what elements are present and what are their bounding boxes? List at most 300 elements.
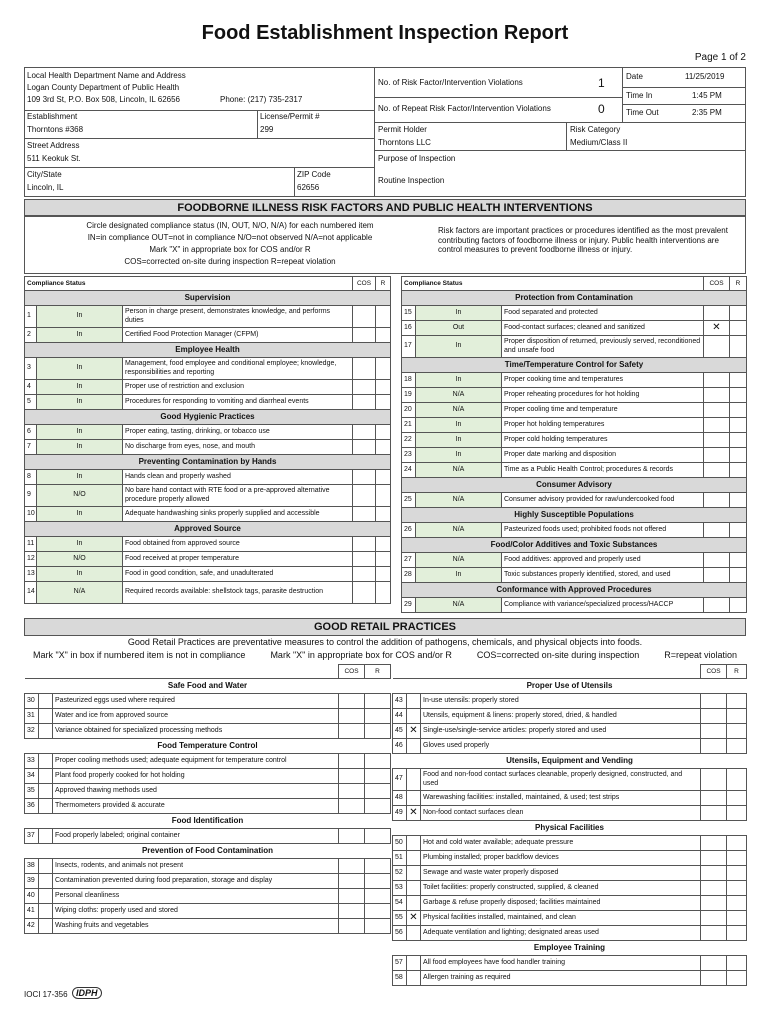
repeat-checkbox[interactable] <box>376 552 391 567</box>
item-number: 42 <box>25 919 39 934</box>
violation-checkbox[interactable] <box>39 829 53 844</box>
cos-checkbox[interactable] <box>353 507 376 522</box>
item-description: Pasteurized foods used; prohibited foods not offered <box>502 523 704 538</box>
table-row <box>25 859 391 874</box>
cos-checkbox[interactable] <box>701 926 727 941</box>
compliance-status[interactable]: In <box>416 433 502 448</box>
repeat-checkbox[interactable] <box>730 598 747 613</box>
repeat-checkbox[interactable] <box>365 754 391 769</box>
compliance-status[interactable]: In <box>37 537 123 552</box>
item-description: Washing fruits and vegetables <box>53 919 339 934</box>
table-row <box>402 433 747 448</box>
repeat-checkbox[interactable] <box>727 956 747 971</box>
establishment-value[interactable]: Thorntons #368 <box>27 125 84 134</box>
item-number: 33 <box>25 754 39 769</box>
cos-checkbox[interactable] <box>339 709 365 724</box>
item-description: Thermometers provided & accurate <box>53 799 339 814</box>
cos-checkbox[interactable] <box>353 328 376 343</box>
repeat-checkbox[interactable] <box>727 911 747 926</box>
item-description: Warewashing facilities: installed, maintained, & used; test strips <box>421 791 701 806</box>
item-description: Proper disposition of returned, previously served, reconditioned and unsafe food <box>502 336 704 358</box>
cos-checkbox[interactable] <box>339 784 365 799</box>
section-heading: Safe Food and Water <box>25 679 391 694</box>
violation-checkbox[interactable] <box>39 859 53 874</box>
item-description: Certified Food Protection Manager (CFPM) <box>123 328 353 343</box>
retail-intro-2: Mark "X" in box if numbered item is not in compliance Mark "X" in appropriate box for COS and/or R COS=corrected on-site during inspection R=repeat violation <box>32 650 738 660</box>
repeat-checkbox[interactable] <box>727 851 747 866</box>
purpose-value[interactable]: Routine Inspection <box>378 176 445 185</box>
permit-holder-value[interactable]: Thorntons LLC <box>378 138 431 147</box>
item-description: Plumbing installed; proper backflow devices <box>421 851 701 866</box>
cos-checkbox[interactable] <box>339 889 365 904</box>
cos-checkbox[interactable] <box>701 851 727 866</box>
cos-checkbox[interactable] <box>701 724 727 739</box>
item-number: 36 <box>25 799 39 814</box>
repeat-checkbox[interactable] <box>730 448 747 463</box>
item-number: 46 <box>393 739 407 754</box>
violation-checkbox[interactable] <box>39 784 53 799</box>
repeat-checkbox[interactable] <box>376 440 391 455</box>
table-row <box>393 911 747 926</box>
repeat-checkbox[interactable] <box>376 358 391 380</box>
table-row <box>25 694 391 709</box>
violation-checkbox[interactable] <box>407 956 421 971</box>
section-heading: Physical Facilities <box>393 821 747 836</box>
cos-checkbox[interactable] <box>353 306 376 328</box>
date-label: Date <box>626 72 643 81</box>
item-number: 52 <box>393 866 407 881</box>
section-heading: Highly Susceptible Populations <box>402 508 747 523</box>
cos-checkbox[interactable] <box>353 470 376 485</box>
item-description: Allergen training as required <box>421 971 701 986</box>
repeat-checkbox[interactable] <box>730 418 747 433</box>
item-description: Adequate ventilation and lighting; designated areas used <box>421 926 701 941</box>
item-description: Hot and cold water available; adequate pressure <box>421 836 701 851</box>
violation-checkbox[interactable] <box>39 754 53 769</box>
cos-checkbox[interactable] <box>704 433 730 448</box>
item-number: 22 <box>402 433 416 448</box>
repeat-checkbox[interactable] <box>730 553 747 568</box>
repeat-checkbox[interactable] <box>376 582 391 604</box>
item-number: 20 <box>402 403 416 418</box>
cos-checkbox[interactable] <box>339 904 365 919</box>
retail-table-left <box>24 664 391 934</box>
cos-checkbox[interactable] <box>701 956 727 971</box>
table-row <box>393 836 747 851</box>
section-heading: Food Identification <box>25 814 391 829</box>
item-description: Food additives: approved and properly used <box>502 553 704 568</box>
foodborne-table-left <box>24 276 391 604</box>
compliance-status[interactable]: In <box>37 328 123 343</box>
item-number: 28 <box>402 568 416 583</box>
repeat-checkbox[interactable] <box>727 836 747 851</box>
compliance-status[interactable]: In <box>37 470 123 485</box>
risk-violations-value[interactable]: 1 <box>598 76 605 90</box>
cos-checkbox[interactable] <box>353 567 376 582</box>
lhd-name: Logan County Department of Public Health <box>27 83 180 92</box>
item-description: No discharge from eyes, nose, and mouth <box>123 440 353 455</box>
cos-checkbox[interactable] <box>339 724 365 739</box>
item-description: Variance obtained for specialized processing methods <box>53 724 339 739</box>
compliance-status[interactable]: N/A <box>416 403 502 418</box>
table-row <box>402 448 747 463</box>
compliance-status[interactable]: Out <box>416 321 502 336</box>
repeat-checkbox[interactable] <box>727 896 747 911</box>
cos-checkbox[interactable] <box>353 425 376 440</box>
repeat-checkbox[interactable] <box>365 829 391 844</box>
cos-checkbox[interactable] <box>339 769 365 784</box>
repeat-checkbox[interactable] <box>376 328 391 343</box>
repeat-checkbox[interactable] <box>376 485 391 507</box>
repeat-checkbox[interactable] <box>376 395 391 410</box>
repeat-checkbox[interactable] <box>727 709 747 724</box>
table-row <box>25 919 391 934</box>
repeat-checkbox[interactable] <box>376 425 391 440</box>
item-description: Physical facilities installed, maintained, and clean <box>421 911 701 926</box>
item-description: Garbage & refuse properly disposed; facilities maintained <box>421 896 701 911</box>
item-number: 5 <box>25 395 37 410</box>
cos-checkbox[interactable] <box>701 709 727 724</box>
repeat-checkbox[interactable] <box>365 694 391 709</box>
section-heading: Approved Source <box>25 522 391 537</box>
violation-checkbox[interactable] <box>407 694 421 709</box>
item-number: 7 <box>25 440 37 455</box>
zip-label: ZIP Code <box>297 170 331 179</box>
cos-checkbox[interactable] <box>701 806 727 821</box>
cos-checkbox[interactable] <box>704 403 730 418</box>
repeat-checkbox[interactable] <box>727 926 747 941</box>
violation-checkbox[interactable] <box>407 791 421 806</box>
table-row <box>25 874 391 889</box>
item-description: Food obtained from approved source <box>123 537 353 552</box>
repeat-checkbox[interactable] <box>730 523 747 538</box>
violation-checkbox[interactable] <box>39 919 53 934</box>
item-number: 54 <box>393 896 407 911</box>
street-label: Street Address <box>27 141 80 150</box>
cos-checkbox[interactable] <box>339 694 365 709</box>
city-value[interactable]: Lincoln, IL <box>27 183 64 192</box>
violation-checkbox[interactable] <box>407 971 421 986</box>
compliance-status[interactable]: In <box>416 336 502 358</box>
item-number: 14 <box>25 582 37 604</box>
repeat-checkbox[interactable] <box>730 493 747 508</box>
retail-col-cos-right: COS <box>701 665 727 679</box>
compliance-status[interactable]: In <box>37 358 123 380</box>
item-description: Contamination prevented during food preparation, storage and display <box>53 874 339 889</box>
risk-factors-note: Risk factors are important practices or procedures identified as the most prevalent contributing factors of foodborne illness or injury. Public health interventions are control measures to prevent foodborne illness or injury. <box>438 226 728 255</box>
cos-checkbox[interactable] <box>704 568 730 583</box>
cos-checkbox[interactable] <box>704 336 730 358</box>
item-description: Insects, rodents, and animals not present <box>53 859 339 874</box>
violation-checkbox[interactable] <box>407 926 421 941</box>
zip-value[interactable]: 62656 <box>297 183 320 192</box>
repeat-checkbox[interactable] <box>376 470 391 485</box>
repeat-checkbox[interactable] <box>730 373 747 388</box>
table-row <box>402 568 747 583</box>
compliance-status[interactable]: N/A <box>416 463 502 478</box>
item-description: Proper cooling time and temperature <box>502 403 704 418</box>
cos-checkbox[interactable] <box>701 769 727 791</box>
item-number: 11 <box>25 537 37 552</box>
table-row <box>393 866 747 881</box>
cos-checkbox[interactable] <box>704 306 730 321</box>
table-row <box>25 784 391 799</box>
repeat-checkbox[interactable] <box>730 463 747 478</box>
repeat-violations-label: No. of Repeat Risk Factor/Intervention Violations <box>378 104 551 113</box>
compliance-status[interactable]: N/A <box>416 553 502 568</box>
repeat-checkbox[interactable] <box>730 403 747 418</box>
table-row <box>25 567 391 582</box>
repeat-checkbox[interactable] <box>365 709 391 724</box>
license-value[interactable]: 299 <box>260 125 274 134</box>
repeat-checkbox[interactable] <box>727 971 747 986</box>
table-row <box>393 694 747 709</box>
item-description: Compliance with variance/specialized process/HACCP <box>502 598 704 613</box>
compliance-status[interactable]: In <box>37 306 123 328</box>
cos-checkbox[interactable] <box>701 896 727 911</box>
cos-checkbox[interactable] <box>353 582 376 604</box>
cos-checkbox[interactable] <box>353 395 376 410</box>
cos-checkbox[interactable] <box>339 799 365 814</box>
compliance-status[interactable]: N/A <box>416 388 502 403</box>
item-description: Proper cooking time and temperatures <box>502 373 704 388</box>
item-number: 53 <box>393 881 407 896</box>
cos-checkbox[interactable] <box>701 694 727 709</box>
item-number: 49 <box>393 806 407 821</box>
street-value[interactable]: 511 Keokuk St. <box>27 154 81 163</box>
repeat-checkbox[interactable] <box>730 568 747 583</box>
item-number: 23 <box>402 448 416 463</box>
cos-checkbox[interactable] <box>353 380 376 395</box>
violation-checkbox[interactable] <box>39 694 53 709</box>
violation-checkbox[interactable] <box>39 799 53 814</box>
repeat-checkbox[interactable] <box>376 306 391 328</box>
item-description: Proper use of restriction and exclusion <box>123 380 353 395</box>
cos-checkbox[interactable] <box>701 836 727 851</box>
repeat-checkbox[interactable] <box>365 859 391 874</box>
repeat-checkbox[interactable] <box>730 388 747 403</box>
cos-checkbox[interactable] <box>701 911 727 926</box>
city-label: City/State <box>27 170 62 179</box>
compliance-status[interactable]: In <box>37 380 123 395</box>
violation-checkbox[interactable]: ✕ <box>407 911 421 926</box>
table-row <box>402 373 747 388</box>
repeat-checkbox[interactable] <box>727 791 747 806</box>
compliance-status[interactable]: N/O <box>37 485 123 507</box>
page-title: Food Establishment Inspection Report <box>201 22 569 44</box>
repeat-checkbox[interactable] <box>730 336 747 358</box>
cos-checkbox[interactable] <box>701 971 727 986</box>
violation-checkbox[interactable] <box>39 709 53 724</box>
table-row <box>25 537 391 552</box>
item-number: 27 <box>402 553 416 568</box>
compliance-status[interactable]: In <box>416 373 502 388</box>
time-out-value[interactable]: 2:35 PM <box>692 108 722 117</box>
compliance-status[interactable]: N/O <box>37 552 123 567</box>
item-number: 13 <box>25 567 37 582</box>
violation-checkbox[interactable] <box>39 889 53 904</box>
cos-checkbox[interactable] <box>701 791 727 806</box>
violation-checkbox[interactable] <box>39 874 53 889</box>
item-description: Hands clean and properly washed <box>123 470 353 485</box>
repeat-checkbox[interactable] <box>727 881 747 896</box>
table-row <box>25 829 391 844</box>
repeat-checkbox[interactable] <box>727 866 747 881</box>
cos-checkbox[interactable] <box>704 448 730 463</box>
cos-checkbox[interactable] <box>704 523 730 538</box>
table-row <box>25 709 391 724</box>
item-description: Non-food contact surfaces clean <box>421 806 701 821</box>
item-number: 30 <box>25 694 39 709</box>
violation-checkbox[interactable] <box>407 851 421 866</box>
table-row <box>402 523 747 538</box>
table-row <box>25 306 391 328</box>
compliance-status[interactable]: N/A <box>37 582 123 604</box>
section-heading: Consumer Advisory <box>402 478 747 493</box>
repeat-checkbox[interactable] <box>730 321 747 336</box>
repeat-violations-value[interactable]: 0 <box>598 102 605 116</box>
repeat-checkbox[interactable] <box>727 724 747 739</box>
cos-checkbox[interactable] <box>339 754 365 769</box>
repeat-checkbox[interactable] <box>376 507 391 522</box>
item-description: Single-use/single-service articles: properly stored and used <box>421 724 701 739</box>
table-row <box>25 582 391 604</box>
foodborne-table-right <box>401 276 747 613</box>
section-heading: Employee Health <box>25 343 391 358</box>
item-description: Proper date marking and disposition <box>502 448 704 463</box>
violation-checkbox[interactable] <box>407 896 421 911</box>
repeat-checkbox[interactable] <box>365 919 391 934</box>
item-description: Food in good condition, safe, and unadulterated <box>123 567 353 582</box>
repeat-checkbox[interactable] <box>727 694 747 709</box>
violation-checkbox[interactable] <box>407 836 421 851</box>
table-row <box>25 425 391 440</box>
violation-checkbox[interactable] <box>39 769 53 784</box>
item-number: 1 <box>25 306 37 328</box>
violation-checkbox[interactable]: ✕ <box>407 806 421 821</box>
cos-checkbox[interactable] <box>353 485 376 507</box>
item-number: 40 <box>25 889 39 904</box>
repeat-checkbox[interactable] <box>376 537 391 552</box>
item-number: 12 <box>25 552 37 567</box>
cos-checkbox[interactable] <box>704 493 730 508</box>
cos-checkbox[interactable] <box>353 358 376 380</box>
cos-checkbox[interactable] <box>339 859 365 874</box>
table-row <box>402 553 747 568</box>
item-description: Toilet facilities: properly constructed, supplied, & cleaned <box>421 881 701 896</box>
table-row <box>25 470 391 485</box>
repeat-checkbox[interactable] <box>730 433 747 448</box>
repeat-checkbox[interactable] <box>376 567 391 582</box>
table-row <box>402 336 747 358</box>
table-row <box>402 418 747 433</box>
cos-checkbox[interactable] <box>704 553 730 568</box>
table-row <box>25 889 391 904</box>
repeat-checkbox[interactable] <box>730 306 747 321</box>
cos-checkbox[interactable] <box>704 598 730 613</box>
cos-checkbox[interactable] <box>353 440 376 455</box>
col-r-right: R <box>730 277 747 291</box>
cos-checkbox[interactable] <box>704 373 730 388</box>
compliance-status[interactable]: In <box>37 440 123 455</box>
compliance-status[interactable]: N/A <box>416 493 502 508</box>
item-description: Management, food employee and conditional employee; knowledge, responsibilities and reporting <box>123 358 353 380</box>
cos-checkbox[interactable] <box>701 739 727 754</box>
cos-checkbox[interactable] <box>704 388 730 403</box>
table-row <box>393 791 747 806</box>
cos-checkbox[interactable]: ✕ <box>704 321 730 336</box>
item-number: 50 <box>393 836 407 851</box>
violation-checkbox[interactable] <box>39 724 53 739</box>
compliance-status[interactable]: In <box>37 507 123 522</box>
section-heading: Conformance with Approved Procedures <box>402 583 747 598</box>
item-number: 48 <box>393 791 407 806</box>
repeat-checkbox[interactable] <box>365 769 391 784</box>
compliance-status[interactable]: In <box>37 567 123 582</box>
cos-checkbox[interactable] <box>704 418 730 433</box>
item-description: Food properly labeled; original container <box>53 829 339 844</box>
violation-checkbox[interactable] <box>407 709 421 724</box>
table-row <box>393 769 747 791</box>
compliance-status[interactable]: N/A <box>416 598 502 613</box>
lhd-phone: Phone: (217) 735-2317 <box>220 95 303 104</box>
retail-table-right <box>392 664 747 986</box>
repeat-checkbox[interactable] <box>365 889 391 904</box>
item-number: 43 <box>393 694 407 709</box>
cos-checkbox[interactable] <box>339 874 365 889</box>
repeat-checkbox[interactable] <box>727 769 747 791</box>
violation-checkbox[interactable]: ✕ <box>407 724 421 739</box>
violation-checkbox[interactable] <box>407 866 421 881</box>
risk-category-value[interactable]: Medium/Class II <box>570 138 628 147</box>
cos-checkbox[interactable] <box>701 866 727 881</box>
section-heading: Supervision <box>25 291 391 306</box>
item-number: 10 <box>25 507 37 522</box>
compliance-status[interactable]: In <box>37 425 123 440</box>
compliance-status[interactable]: In <box>416 418 502 433</box>
cos-checkbox[interactable] <box>353 552 376 567</box>
compliance-status[interactable]: In <box>416 306 502 321</box>
cos-checkbox[interactable] <box>704 463 730 478</box>
repeat-checkbox[interactable] <box>365 874 391 889</box>
repeat-checkbox[interactable] <box>727 806 747 821</box>
item-number: 37 <box>25 829 39 844</box>
repeat-checkbox[interactable] <box>365 784 391 799</box>
violation-checkbox[interactable] <box>407 769 421 791</box>
violation-checkbox[interactable] <box>407 881 421 896</box>
time-in-value[interactable]: 1:45 PM <box>692 91 722 100</box>
compliance-status[interactable]: In <box>416 568 502 583</box>
date-value[interactable]: 11/25/2019 <box>685 72 725 81</box>
cos-checkbox[interactable] <box>701 881 727 896</box>
cos-checkbox[interactable] <box>339 919 365 934</box>
compliance-status[interactable]: In <box>37 395 123 410</box>
repeat-checkbox[interactable] <box>365 724 391 739</box>
cos-checkbox[interactable] <box>353 537 376 552</box>
cos-checkbox[interactable] <box>339 829 365 844</box>
compliance-status[interactable]: In <box>416 448 502 463</box>
repeat-checkbox[interactable] <box>376 380 391 395</box>
repeat-checkbox[interactable] <box>365 799 391 814</box>
violation-checkbox[interactable] <box>407 739 421 754</box>
compliance-status[interactable]: N/A <box>416 523 502 538</box>
item-number: 9 <box>25 485 37 507</box>
item-description: Time as a Public Health Control; procedures & records <box>502 463 704 478</box>
repeat-checkbox[interactable] <box>365 904 391 919</box>
violation-checkbox[interactable] <box>39 904 53 919</box>
item-number: 35 <box>25 784 39 799</box>
repeat-checkbox[interactable] <box>727 739 747 754</box>
